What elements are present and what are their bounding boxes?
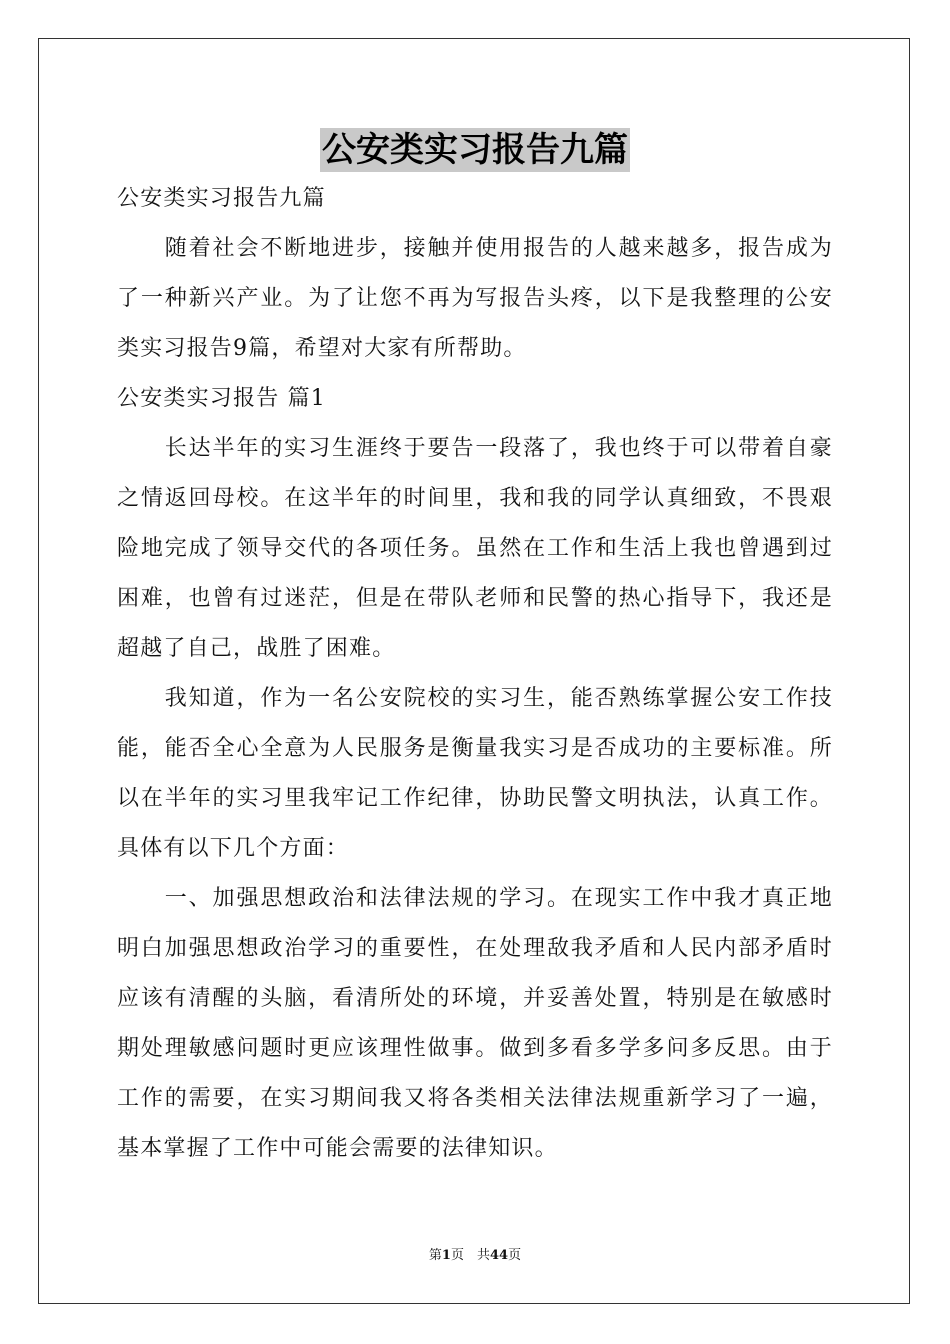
text-line: 一、加强思想政治和法律法规的学习。在现实工作中我才真正地	[117, 886, 833, 911]
text-line: 困难，也曾有过迷茫，但是在带队老师和民警的热心指导下，我还是	[117, 586, 833, 611]
text-line: 类实习报告9篇，希望对大家有所帮助。	[117, 336, 527, 361]
text-line: 长达半年的实习生涯终于要告一段落了，我也终于可以带着自豪	[117, 436, 833, 461]
footer-total-pages: 44	[489, 1248, 509, 1263]
text-line: 随着社会不断地进步，接触并使用报告的人越来越多，报告成为	[117, 236, 833, 261]
text-line: 之情返回母校。在这半年的时间里，我和我的同学认真细致，不畏艰	[117, 486, 833, 511]
page-footer	[0, 1248, 950, 1264]
text-line: 应该有清醒的头脑，看清所处的环境，并妥善处置，特别是在敏感时	[117, 986, 833, 1011]
footer-page-prefix: 第	[428, 1248, 442, 1263]
text-line: 工作的需要，在实习期间我又将各类相关法律法规重新学习了一遍，	[117, 1086, 833, 1111]
footer-page-suffix: 页 共	[450, 1248, 490, 1263]
footer-page-number: 1	[441, 1248, 451, 1263]
text-line: 明白加强思想政治学习的重要性，在处理敌我矛盾和人民内部矛盾时	[117, 936, 833, 961]
text-line: 险地完成了领导交代的各项任务。虽然在工作和生活上我也曾遇到过	[117, 536, 833, 561]
section-heading: 公安类实习报告 篇1	[117, 386, 326, 411]
text-line: 能，能否全心全意为人民服务是衡量我实习是否成功的主要标准。所	[117, 736, 833, 761]
text-line: 以在半年的实习里我牢记工作纪律，协助民警文明执法，认真工作。	[117, 786, 833, 811]
text-line: 我知道，作为一名公安院校的实习生，能否熟练掌握公安工作技	[117, 686, 833, 711]
footer-total-suffix: 页	[508, 1248, 522, 1263]
text-line: 具体有以下几个方面：	[117, 836, 350, 861]
title-wrap	[117, 128, 833, 172]
text-line: 超越了自己，战胜了困难。	[117, 636, 396, 661]
text-line: 了一种新兴产业。为了让您不再为写报告头疼，以下是我整理的公安	[117, 286, 833, 311]
text-line: 基本掌握了工作中可能会需要的法律知识。	[117, 1136, 558, 1161]
page-border	[38, 38, 910, 1304]
document-title: 公安类实习报告九篇	[322, 130, 628, 170]
document-subtitle: 公安类实习报告九篇	[117, 186, 326, 211]
text-line: 期处理敏感问题时更应该理性做事。做到多看多学多问多反思。由于	[117, 1036, 833, 1061]
